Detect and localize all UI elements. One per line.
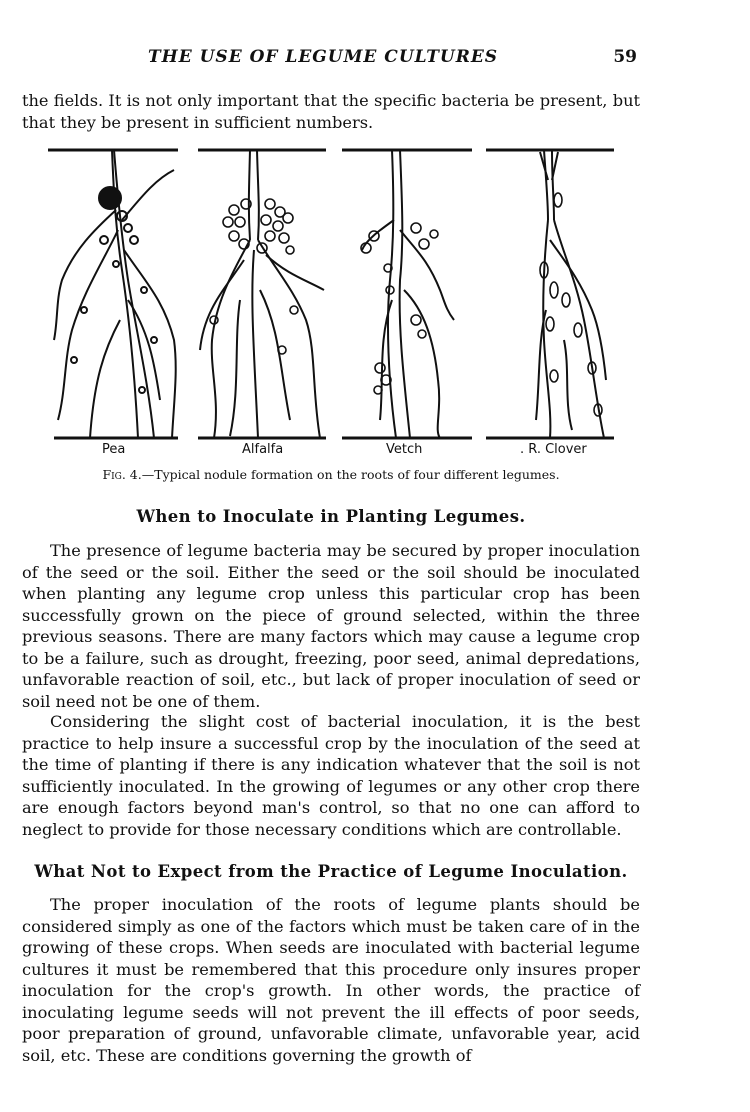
intro-paragraph: the fields. It is not only important that the specific bacteria be present, but that they be present in sufficient numbers.: [22, 91, 640, 132]
vetch-root-drawing: [361, 150, 454, 438]
label-pea: Pea: [102, 442, 126, 457]
heading-what-not-to-expect: What Not to Expect from the Practice of Legume Inoculation.: [34, 862, 628, 881]
caption-figure-number: Fig. 4.: [102, 467, 142, 482]
figure-labels: [44, 442, 624, 462]
running-head: [22, 47, 637, 69]
label-red-clover: . R. Clover: [520, 442, 587, 457]
page-number: 59: [613, 47, 637, 67]
paragraph-presence: The presence of legume bacteria may be secured by proper inoculation of the seed or the soil. Either the seed or the soil should be inoculated when planting any legume crop unless this particular crop has been successfully grown on the piece of ground selected, within the three previous seasons. There are many factors which may cause a legume crop to be a failure, such as drought, freezing, poor seed, animal depredations, unfavorable reaction of soil, etc., but lack of proper inoculation of seed or soil need not be one of them.: [22, 541, 640, 711]
pea-root-drawing: [54, 150, 176, 438]
heading-when-to-inoculate: When to Inoculate in Planting Legumes.: [136, 507, 526, 526]
alfalfa-root-drawing: [200, 150, 324, 438]
paragraph-considering: Considering the slight cost of bacterial inoculation, it is the best practice to help insure a successful crop by the inoculation of the seed at the time of planting if there is any indication whatever that the soil is not sufficiently inoculated. In the growing of legumes or any other crop there are enough factors beyond man's control, so that no one can afford to neglect to provide for those necessary conditions which are controllable.: [22, 712, 640, 839]
figure-caption: [22, 467, 640, 482]
red-clover-root-drawing: [536, 150, 606, 438]
root-nodules-figure: [44, 140, 624, 452]
caption-text: —Typical nodule formation on the roots of four different legumes.: [141, 467, 560, 482]
label-alfalfa: Alfalfa: [242, 442, 284, 457]
label-vetch: Vetch: [386, 442, 423, 457]
paragraph-proper-inoculation: The proper inoculation of the roots of legume plants should be considered simply as one of the factors which must be taken care of in the growing of these crops. When seeds are inoculated with bacterial legume cultures it must be remembered that this procedure only insures proper inoculation for the crop's growth. In other words, the practice of inoculating legume seeds will not prevent the ill effects of poor seeds, poor preparation of ground, unfavorable climate, unfavorable year, acid soil, etc. These are conditions governing the growth of: [22, 895, 640, 1065]
running-head-title: THE USE OF LEGUME CULTURES: [148, 47, 499, 67]
